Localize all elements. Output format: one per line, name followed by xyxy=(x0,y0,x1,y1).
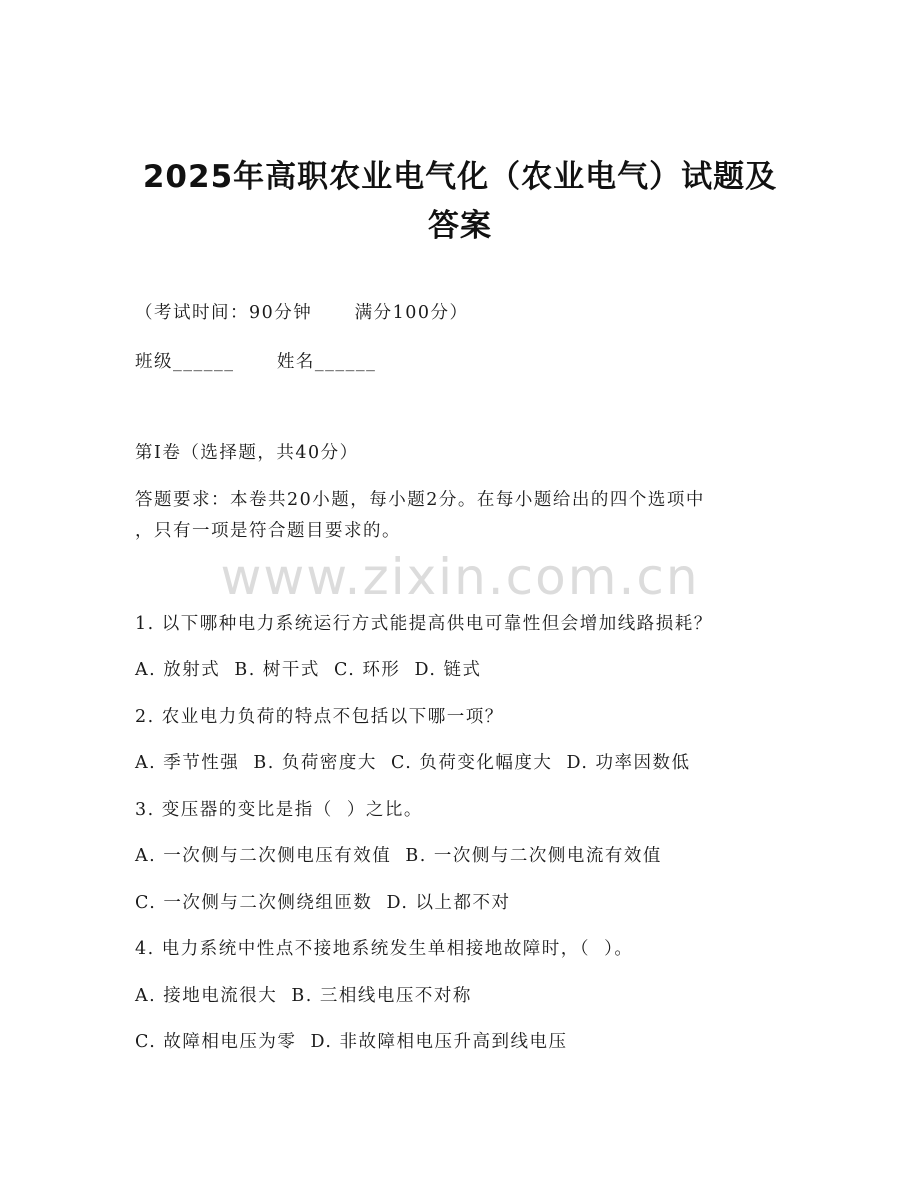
question-3-options-line-1: A. 一次侧与二次侧电压有效值 B. 一次侧与二次侧电流有效值 xyxy=(135,846,662,866)
document-title-line-1: 2025年高职农业电气化（农业电气）试题及 xyxy=(142,159,778,195)
question-3-options-line-2: C. 一次侧与二次侧绕组匝数 D. 以上都不对 xyxy=(135,893,511,913)
question-4-options-line-2: C. 故障相电压为零 D. 非故障相电压升高到线电压 xyxy=(135,1032,568,1052)
class-name-fields: 班级______ 姓名______ xyxy=(135,352,377,372)
document-title-line-2: 答案 xyxy=(428,208,492,244)
section-instructions-line-1: 答题要求：本卷共20小题，每小题2分。在每小题给出的四个选项中 xyxy=(135,490,705,510)
watermark: www.zixin.com.cn xyxy=(220,548,700,606)
question-2-stem: 2. 农业电力负荷的特点不包括以下哪一项？ xyxy=(135,707,504,727)
question-4-options-line-1: A. 接地电流很大 B. 三相线电压不对称 xyxy=(135,986,472,1006)
question-1-stem: 1. 以下哪种电力系统运行方式能提高供电可靠性但会增加线路损耗？ xyxy=(135,614,713,634)
question-3-stem: 3. 变压器的变比是指（ ）之比。 xyxy=(135,800,423,820)
question-2-options: A. 季节性强 B. 负荷密度大 C. 负荷变化幅度大 D. 功率因数低 xyxy=(135,753,691,773)
question-1-options: A. 放射式 B. 树干式 C. 环形 D. 链式 xyxy=(135,660,482,680)
section-instructions-line-2: ，只有一项是符合题目要求的。 xyxy=(135,521,401,541)
question-4-stem: 4. 电力系统中性点不接地系统发生单相接地故障时，（ ）。 xyxy=(135,939,634,959)
section-heading: 第I卷（选择题，共40分） xyxy=(135,443,359,463)
exam-time-score: （考试时间：90分钟 满分100分） xyxy=(135,303,469,323)
